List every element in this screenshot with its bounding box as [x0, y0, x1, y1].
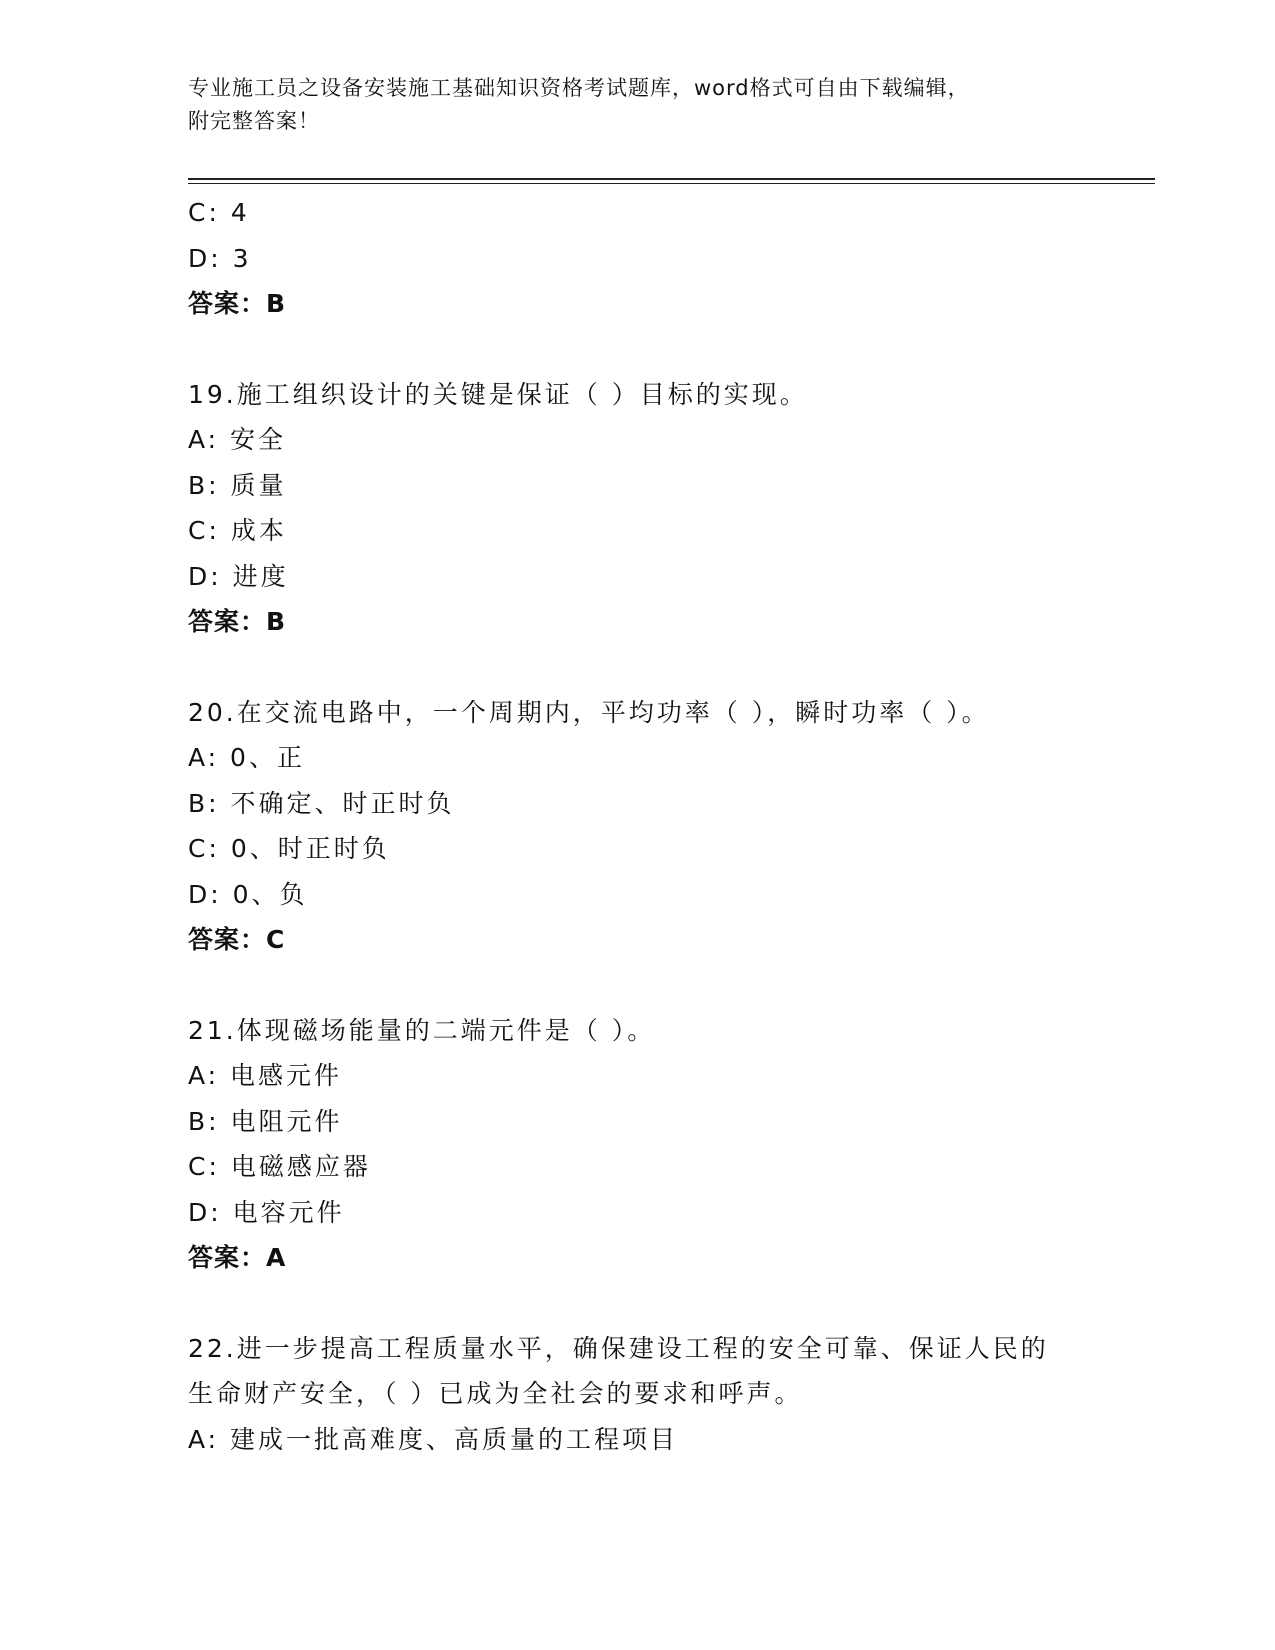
option-d: D: 0、负 [188, 879, 308, 909]
question-20 [188, 690, 1148, 963]
option-c: C: 4 [188, 198, 250, 227]
answer: 答案：C [188, 925, 286, 954]
option-c: C: 成本 [188, 516, 287, 545]
option-d: D: 进度 [188, 561, 289, 591]
answer: 答案：A [188, 1243, 287, 1272]
option-a: A: 0、正 [188, 743, 305, 772]
option-b: B: 不确定、时正时负 [188, 788, 455, 818]
option-c: C: 电磁感应器 [188, 1152, 371, 1181]
option-d: D: 电容元件 [188, 1197, 345, 1227]
question-22 [188, 1326, 1148, 1463]
question-21 [188, 1008, 1148, 1281]
option-a: A: 安全 [188, 425, 287, 454]
option-a: A: 建成一批高难度、高质量的工程项目 [188, 1424, 679, 1454]
option-b: B: 电阻元件 [188, 1106, 343, 1136]
option-a: A: 电感元件 [188, 1061, 343, 1090]
header-divider-thick [188, 178, 1155, 180]
question-text: 20.在交流电路中，一个周期内，平均功率（ ），瞬时功率（ ）。 [188, 697, 990, 727]
answer: 答案：B [188, 289, 287, 318]
option-d: D: 3 [188, 243, 252, 273]
question-text: 19.施工组织设计的关键是保证（ ）目标的实现。 [188, 379, 808, 409]
header-divider-thin [188, 183, 1155, 184]
question-19 [188, 372, 1148, 645]
header-line-1: 专业施工员之设备安装施工基础知识资格考试题库，word格式可自由下载编辑， [188, 76, 970, 100]
document-header [188, 72, 1068, 138]
question-list [188, 190, 1148, 1462]
answer: 答案：B [188, 607, 287, 636]
question-text-line-2: 生命财产安全，（ ）已成为全社会的要求和呼声。 [188, 1379, 803, 1408]
question-text: 21.体现磁场能量的二端元件是（ ）。 [188, 1015, 656, 1045]
option-b: B: 质量 [188, 470, 287, 500]
option-c: C: 0、时正时负 [188, 834, 390, 863]
header-line-2: 附完整答案！ [188, 109, 320, 133]
question-text-line-1: 22.进一步提高工程质量水平，确保建设工程的安全可靠、保证人民的 [188, 1333, 1049, 1363]
